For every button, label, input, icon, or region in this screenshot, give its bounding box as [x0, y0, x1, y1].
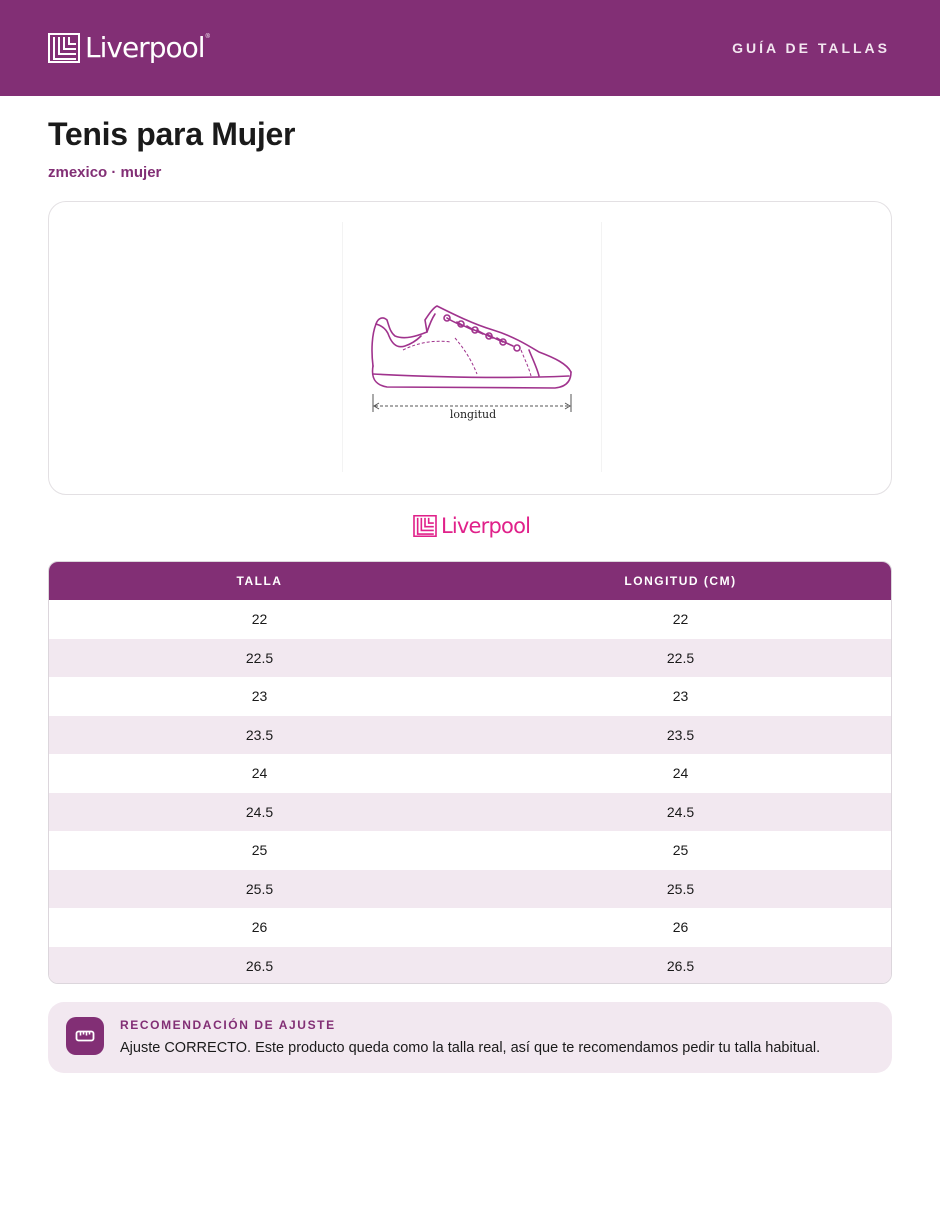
- size-cell: 24: [251, 765, 268, 782]
- sneaker-outline-icon: [343, 222, 603, 472]
- fit-title: RECOMENDACIÓN DE AJUSTE: [120, 1018, 336, 1032]
- top-bar: [0, 0, 940, 96]
- length-cell: 26: [672, 919, 689, 936]
- size-guide-link[interactable]: GUÍA DE TALLAS: [732, 40, 890, 56]
- length-cell: 26.5: [666, 957, 695, 974]
- length-cell: 23.5: [666, 726, 695, 743]
- size-table: [48, 561, 892, 984]
- size-cell: 26.5: [245, 957, 274, 974]
- size-cell: 23.5: [245, 726, 274, 743]
- length-cell: 23: [672, 688, 689, 705]
- liverpool-logo-icon: [48, 33, 80, 63]
- fit-description: Ajuste CORRECTO. Este producto queda como la talla real, así que te recomendamos pedir tu talla habitual.: [120, 1040, 821, 1056]
- brand-logo-secondary: [413, 512, 530, 540]
- table-row: [49, 947, 891, 985]
- table-row: [49, 831, 891, 870]
- length-cell: 24: [672, 765, 689, 782]
- table-row: [49, 870, 891, 909]
- logo-wordmark-secondary: Liverpool: [441, 513, 531, 538]
- size-cell: 23: [251, 688, 268, 705]
- size-cell: 25: [251, 842, 268, 859]
- illustration-frame: [342, 222, 602, 472]
- length-caption: longitud: [449, 408, 497, 421]
- logo-wordmark: Liverpool: [85, 31, 205, 64]
- size-cell: 25.5: [245, 880, 274, 897]
- size-cell: 22.5: [245, 649, 274, 666]
- liverpool-logo-icon: [413, 515, 437, 537]
- ruler-icon: [66, 1017, 104, 1055]
- length-cell: 25: [672, 842, 689, 859]
- table-row: [49, 677, 891, 716]
- length-cell: 22: [672, 611, 689, 628]
- size-cell: 22: [251, 611, 268, 628]
- length-cell: 25.5: [666, 880, 695, 897]
- table-row: [49, 600, 891, 639]
- length-cell: 22.5: [666, 649, 695, 666]
- product-illustration-card: [48, 201, 892, 495]
- trademark-mark: ®: [205, 34, 210, 40]
- length-cell: 24.5: [666, 803, 695, 820]
- fit-recommendation-card: [48, 1002, 892, 1073]
- size-cell: 24.5: [245, 803, 274, 820]
- column-header-length: LONGITUD (CM): [624, 574, 737, 588]
- table-row: [49, 754, 891, 793]
- table-row: [49, 716, 891, 755]
- table-header: [49, 562, 891, 600]
- size-cell: 26: [251, 919, 268, 936]
- table-row: [49, 793, 891, 832]
- page-title: Tenis para Mujer: [48, 116, 296, 152]
- table-row: [49, 639, 891, 678]
- column-header-size: TALLA: [236, 574, 283, 588]
- table-row: [49, 908, 891, 947]
- page-subtitle: zmexico · mujer: [48, 164, 162, 181]
- brand-logo[interactable]: [48, 30, 210, 66]
